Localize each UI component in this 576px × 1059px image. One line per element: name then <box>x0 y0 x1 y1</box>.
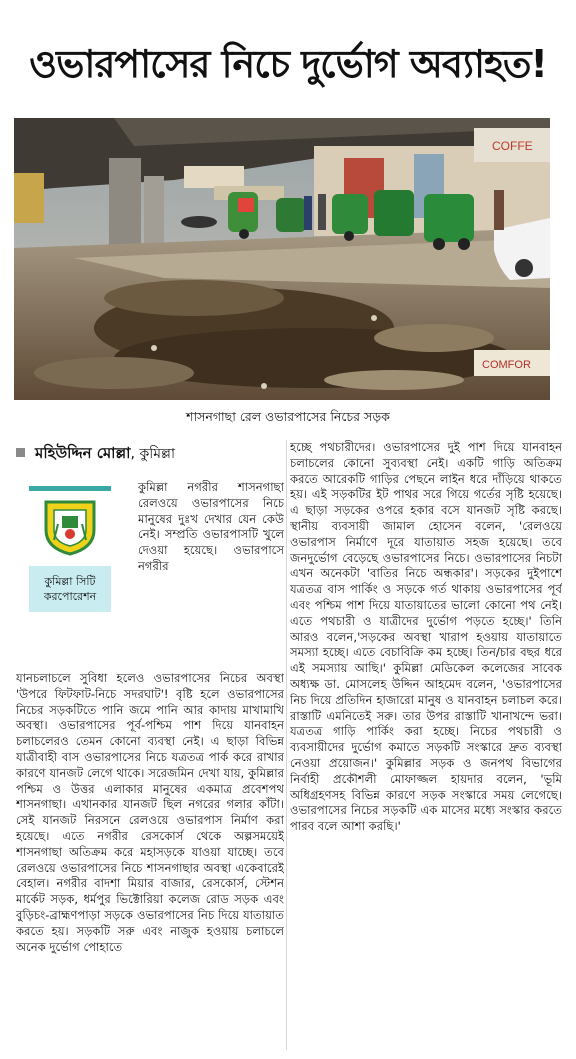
body-paragraph: হচ্ছে পথচারীদের। ওভারপাসের দুই পাশ দিয়ে যানবাহন চলাচলের কোনো সুব্যবস্থা নেই। একটি গাড়ি অতিক্রম করতে আরেকটি গাড়ির পেছনে লাইন ধরে দাঁড়িয়ে থাকতে হয়। এই সড়কটির ইট পাথর সরে গিয়ে গর্তের সৃষ্টি হয়েছে। এ ছাড়া সড়কের ওপরে হকার বসে যানজট সৃষ্টি করছে। স্থানীয় ব্যবসায়ী জামাল হোসেন বলেন, 'রেলওয়ে ওভারপাস নির্মাণে দূরে যাতায়াত সহজ হয়েছে। তবে জনদুর্ভোগ বেড়েছে ওভারপাসের নিচে। ওভারপাসের নিচটা এখন অনেকটা 'বাতির নিচে অন্ধকার'। সড়কের দুইপাশে যত্রতত্র বাস পার্কিং ও সড়কে গর্ত থাকায় ওভারপাসের পূর্ব এবং পশ্চিম পাশ দিয়ে যাতায়াতের ভালো কোনো পথ নেই। এতে পথচারী ও যাত্রীদের দুর্ভোগ পড়তে হচ্ছে।' তিনি আরও বলেন,'সড়কের অবস্থা খারাপ হওয়ায় যাতায়াতে সমস্যা হচ্ছে। এতে বেচাবিক্রি কম হচ্ছে। তিন/চার বছর ধরে এই সমস্যায় আছি।' কুমিল্লা মেডিকেল কলেজের সাবেক অধ্যক্ষ ডা. মোসলেহ উদ্দিন আহমেদ বলেন, 'ওভারপাসের নিচ দিয়ে প্রতিদিন হাজারো মানুষ ও যানবাহন চলাচল করে। রাস্তাটি এমনিতেই সরু। তার উপর রাস্তাটি খানাখন্দে ভরা। যত্রতত্র গাড়ি পার্কিং করা হচ্ছে। নিচের পথচারী ও ব্যবসায়ীদের দুর্ভোগ কমাতে সড়কটি সংস্কারে দ্রুত ব্যবস্থা নেওয়া প্রয়োজন।' কুমিল্লার সড়ক ও জনপথ বিভাগের নির্বাহী প্রকৌশলী মোফাজ্জল হায়দার বলেন, 'ভূমি অধিগ্রহণসহ বিভিন্ন কারণে সড়ক সংস্কারে সময় লেগেছে। ওভারপাসের নিচের সড়কটি এক মাসের মধ্যে সংস্কার করতে পারব বলে আশা করছি।' <box>290 440 562 834</box>
headline: ওভারপাসের নিচে দুর্ভোগ অব্যাহত! <box>29 42 547 86</box>
article-column-left <box>16 671 284 1059</box>
logo-label <box>29 566 111 612</box>
article-column-right <box>290 440 562 1059</box>
city-corporation-logo <box>29 486 111 612</box>
logo-accent-bar <box>29 486 111 491</box>
body-paragraph: যানচলাচলে সুবিধা হলেও ওভারপাসের নিচের অবস্থা 'উপরে ফিটফাট-নিচে সদরঘাট'! বৃষ্টি হলে ওভারপাসের নিচের সড়কটিতে পানি জমে পানি আর কাদায় মাখামাখি অবস্থা। ওভারপাসের পূর্ব-পশ্চিম পাশ দিয়ে যানবাহন চলাচলেরও তেমন কোনো ব্যবস্থা নেই। এ ছাড়া বিভিন্ন যাত্রীবাহী বাস ওভারপাসের নিচে যত্রতত্র পার্ক করে রাখার কারণে যানজট লেগে থাকে। সরেজমিন দেখা যায়, কুমিল্লার পশ্চিম ও উত্তর এলাকার মানুষের একমাত্র প্রবেশপথ শাসনগাছা। এখানকার যানজট ছিল নগরের গলার কাঁটা। সেই যানজট নিরসনে রেলওয়ে ওভারপাস নির্মাণ করা হয়েছে। এতে নগরীর রেসকোর্স থেকে অল্পসময়েই শাসনগাছা অতিক্রম করে মহাসড়কে যাওয়া যাচ্ছে। তবে রেলওয়ে ওভারপাসের নিচে শাসনগাছার অবস্থা একেবারেই বেহাল। নগরীর বাদশা মিয়ার বাজার, রেসকোর্স, স্টেশন মার্কেট সড়ক, ধর্মপুর ভিক্টোরিয়া কলেজ রোড সড়ক এবং বুড়িচং-ব্রাহ্মণপাড়া সড়কে ওভারপাসের নিচ দিয়ে যাতায়াত করতে হয়। সড়কটি সরু এবং নাজুক হওয়ায় চলাচলে অনেক দুর্ভোগ পোহাতে <box>16 671 284 954</box>
overpass-photo-illustration <box>14 118 550 400</box>
logo-label-line-2: করপোরেশন <box>43 590 97 603</box>
byline <box>16 444 280 463</box>
byline-location: , কুমিল্লা <box>130 446 176 462</box>
crest-icon <box>40 496 100 556</box>
author-name: মহিউদ্দিন মোল্লা <box>35 444 131 462</box>
column-divider <box>286 440 287 1050</box>
bullet-square-icon <box>16 448 25 457</box>
article-intro-text <box>138 480 284 670</box>
logo-label-line-1: কুমিল্লা সিটি <box>44 575 96 588</box>
shop-sign-text: COMFOR <box>482 359 531 371</box>
photo-caption: শাসনগাছা রেল ওভারপাসের নিচের সড়ক <box>186 409 390 424</box>
body-paragraph: কুমিল্লা নগরীর শাসনগাছা রেলওয়ে ওভারপাসের নিচে মানুষের দুঃখ দেখার যেন কেউ নেই। সম্প্রতি ওভারপাসটি খুলে দেওয়া হয়েছে। ওভারপাসে নগরীর <box>138 480 284 573</box>
article-photo <box>14 118 550 400</box>
shop-sign-text: COFFE <box>492 139 533 153</box>
